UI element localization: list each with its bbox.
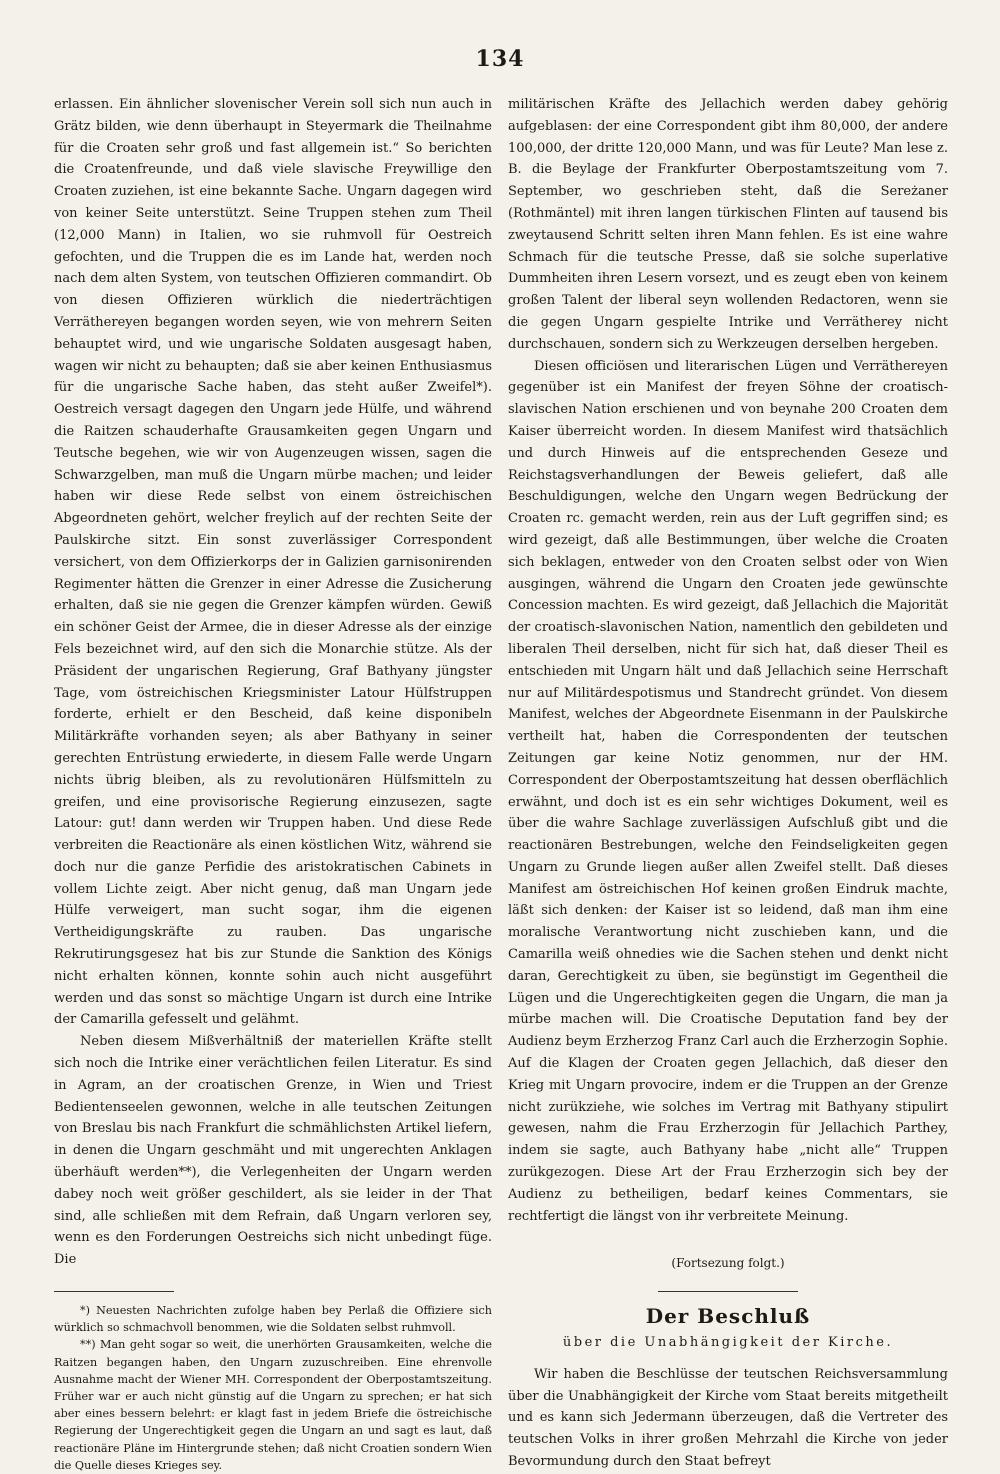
- paragraph: Neben diesem Mißverhältniß der materiellen Kräfte stellt sich noch die Intrike einer verächtlichen feilen Literatur. Es sind in Agram, an der croatischen Grenze, in Wien und Triest Bedientenseelen gewonnen, welche in alle teutschen Zeitungen von Breslau bis nach Frankfurt die schmählichsten Artikel liefern, in denen die Ungarn geschmäht und mit ungerechten Anklagen überhäuft werden**), die Verlegenheiten der Ungarn werden dabey noch weit größer geschildert, als sie leider in der That sind, alle schließen mit dem Refrain, daß Ungarn verloren sey, wenn es den Forderungen Oestreichs sich nicht unbedingt füge. Die: [54, 1034, 492, 1268]
- page-number: 134: [475, 46, 525, 72]
- paragraph: Wir haben die Beschlüsse der teutschen Reichsversammlung über die Unabhängigkeit der Kirche vom Staat bereits mitgetheilt und es kann sich Jedermann überzeugen, daß die Vertreter des teutschen Volks in ihrer großen Mehrzahl die Kirche von jeder Bevormundung durch den Staat befreyt: [508, 1366, 948, 1470]
- section-divider: [658, 1291, 798, 1292]
- footnote: **) Man geht sogar so weit, die unerhörten Grausamkeiten, welche die Raitzen begangen haben, den Ungarn zuzuschreiben. Eine ehrenvolle Ausnahme macht der Wiener MH. Correspondent der Oberpostamtszeitung. Früher war er auch nicht günstig auf die Ungarn zu sprechen; er hat sich aber eines bessern belehrt: er klagt fast in jedem Briefe die östreichische Regierung der Ungerechtigkeit gegen die Ungarn an und sagt es laut, daß reactionäre Pläne im Hintergrunde stehen; daß nicht Croatien sondern Wien die Quelle dieses Krieges sey.: [54, 1338, 492, 1472]
- footnotes: [54, 1302, 492, 1474]
- footnote: *) Neuesten Nachrichten zufolge haben bey Perlaß die Offiziere sich würklich so schmachvoll benommen, wie die Soldaten selbst ruhmvoll.: [54, 1304, 492, 1335]
- continued-note: (Fortsezung folgt.): [671, 1256, 785, 1271]
- left-column: [54, 94, 492, 1474]
- article-subtitle: über die Unabhängigkeit der Kirche.: [562, 1335, 894, 1351]
- paragraph: erlassen. Ein ähnlicher slovenischer Verein soll sich nun auch in Grätz bilden, wie denn überhaupt in Steyermark die Theilnahme für die Croaten sehr groß und fast allgemein ist.“ So berichten die Croatenfreunde, und daß viele slavische Freywillige den Croaten zuziehen, ist eine bekannte Sache. Ungarn dagegen wird von keiner Seite unterstützt. Seine Truppen stehen zum Theil (12,000 Mann) in Italien, wo sie ruhmvoll für Oestreich gefochten, und die Truppen die es im Lande hat, werden noch nach dem alten System, von teutschen Offizieren commandirt. Ob von diesen Offizieren würklich die niederträchtigen Verräthereyen begangen worden seyen, wie von mehrern Seiten behauptet wird, und wie ungarische Soldaten ausgesagt haben, wagen wir nicht zu behaupten; daß sie aber keinen Enthusiasmus für die ungarische Sache haben, das steht außer Zweifel*). Oestreich versagt dagegen den Ungarn jede Hülfe, und während die Raitzen schauderhafte Grausamkeiten gegen Ungarn und Teutsche begehen, wie wir von Augenzeugen wissen, sagen die Schwarzgelben, man muß die Ungarn mürbe machen; und leider haben wir diese Rede selbst von einem östreichischen Abgeordneten gehört, welcher freylich auf der rechten Seite der Paulskirche sitzt. Ein sonst zuverlässiger Correspondent versichert, von dem Offizierkorps der in Galizien garnisonirenden Regimenter hätten die Grenzer in einer Adresse die Zusicherung erhalten, daß sie nie gegen die Grenzer kämpfen würden. Gewiß ein schöner Geist der Armee, die in dieser Adresse als der einzige Fels bezeichnet wird, auf den sich die Monarchie stütze. Als der Präsident der ungarischen Regierung, Graf Bathyany jüngster Tage, vom östreichischen Kriegsminister Latour Hülfstruppen forderte, erhielt er den Bescheid, daß keine disponibeln Militärkräfte vorhanden seyen; als aber Bathyany in seiner gerechten Entrüstung erwiederte, in diesem Falle werde Ungarn nichts übrig bleiben, als zu revolutionären Hülfsmitteln zu greifen, und eine provisorische Regierung einzusezen, sagte Latour: gut! dann werden wir Truppen haben. Und diese Rede verbreiten die Reactionäre als einen köstlichen Witz, während sie doch nur die ganze Perfidie des aristokratischen Cabinets in vollem Lichte zeigt. Aber nicht genug, daß man Ungarn jede Hülfe verweigert, man sucht sogar, ihm die eigenen Vertheidigungskräfte zu rauben. Das ungarische Rekrutirungsgesez hat bis zur Stunde die Sanktion des Königs nicht erhalten können, konnte sohin auch nicht ausgeführt werden und das sonst so mächtige Ungarn ist durch eine Intrike der Camarilla gefesselt und gelähmt.: [54, 97, 492, 1028]
- paragraph: Diesen officiösen und literarischen Lügen und Verräthereyen gegenüber ist ein Manifest der freyen Söhne der croatisch-slavischen Nation erschienen und von beynahe 200 Croaten dem Kaiser überreicht worden. In diesem Manifest wird thatsächlich und durch Hinweis auf die entsprechenden Geseze und Reichstagsverhandlungen der Beweis geliefert, daß alle Beschuldigungen, welche den Ungarn wegen Bedrückung der Croaten rc. gemacht werden, rein aus der Luft gegriffen sind; es wird gezeigt, daß alle Bestimmungen, über welche die Croaten sich beklagen, entweder von den Croaten selbst oder von Wien ausgingen, während die Ungarn den Croaten jede gewünschte Concession machten. Es wird gezeigt, daß Jellachich die Majorität der croatisch-slavonischen Nation, namentlich den gebildeten und liberalen Theil derselben, nicht für sich hat, daß dieser Theil es entschieden mit Ungarn hält und daß Jellachich seine Herrschaft nur auf Militärdespotismus und Standrecht gründet. Von diesem Manifest, welches der Abgeordnete Eisenmann in der Paulskirche vertheilt hat, haben die Correspondenten der teutschen Zeitungen gar keine Notiz genommen, nur der HM. Correspondent der Oberpostamtszeitung hat dessen oberflächlich erwähnt, und doch ist es ein sehr wichtiges Dokument, weil es über die wahre Sachlage zuverlässigen Aufschluß gibt und die reactionären Bestrebungen, welche den Feindseligkeiten gegen Ungarn zu Grunde liegen außer allen Zweifel stellt. Daß dieses Manifest am östreichischen Hof keinen großen Eindruk machte, läßt sich denken: der Kaiser ist so leidend, daß man ihm eine moralische Verantwortung nicht zuschieben kann, und die Camarilla weiß ohnedies wie die Sachen stehen und denkt nicht daran, Gerechtigkeit zu üben, sie begünstigt im Gegentheil die Lügen und die Ungerechtigkeiten gegen die Ungarn, die man ja mürbe machen will. Die Croatische Deputation fand bey der Audienz beym Erzherzog Franz Carl auch die Erzherzogin Sophie. Auf die Klagen der Croaten gegen Jellachich, daß dieser den Krieg mit Ungarn provocire, indem er die Truppen an der Grenze nicht zurükziehe, wie solches im Vertrag mit Bathyany stipulirt gewesen, nahm die Frau Erzherzogin für Jellachich Parthey, indem sie sagte, auch Bathyany habe „nicht alle“ Truppen zurükgezogen. Diese Art der Frau Erzherzogin sich bey der Audienz zu betheiligen, bedarf keines Commentars, sie rechtfertigt die längst von ihr verbreitete Meinung.: [508, 358, 948, 1224]
- footnote-rule: [54, 1291, 174, 1292]
- right-column: [508, 94, 948, 1473]
- article-title: Der Beschluß: [645, 1304, 811, 1329]
- paragraph: militärischen Kräfte des Jellachich werden dabey gehörig aufgeblasen: der eine Correspondent gibt ihm 80,000, der andere 100,000, der dritte 120,000 Mann, und was für Leute? Man lese z. B. die Beylage der Frankfurter Oberpostamtszeitung vom 7. September, wo geschrieben steht, daß die Sereżaner (Rothmäntel) mit ihren langen türkischen Flinten auf tausend bis zweytausend Schritt selten ihren Mann fehlen. Es ist eine wahre Schmach für die teutsche Presse, daß sie solche superlative Dummheiten ihren Lesern vorsezt, und es zeugt eben von keinem großen Talent der liberal seyn wollenden Redactoren, wenn sie die gegen Ungarn gespielte Intrike und Verrätherey nicht durchschauen, sondern sich zu Werkzeugen derselben hergeben.: [508, 97, 948, 352]
